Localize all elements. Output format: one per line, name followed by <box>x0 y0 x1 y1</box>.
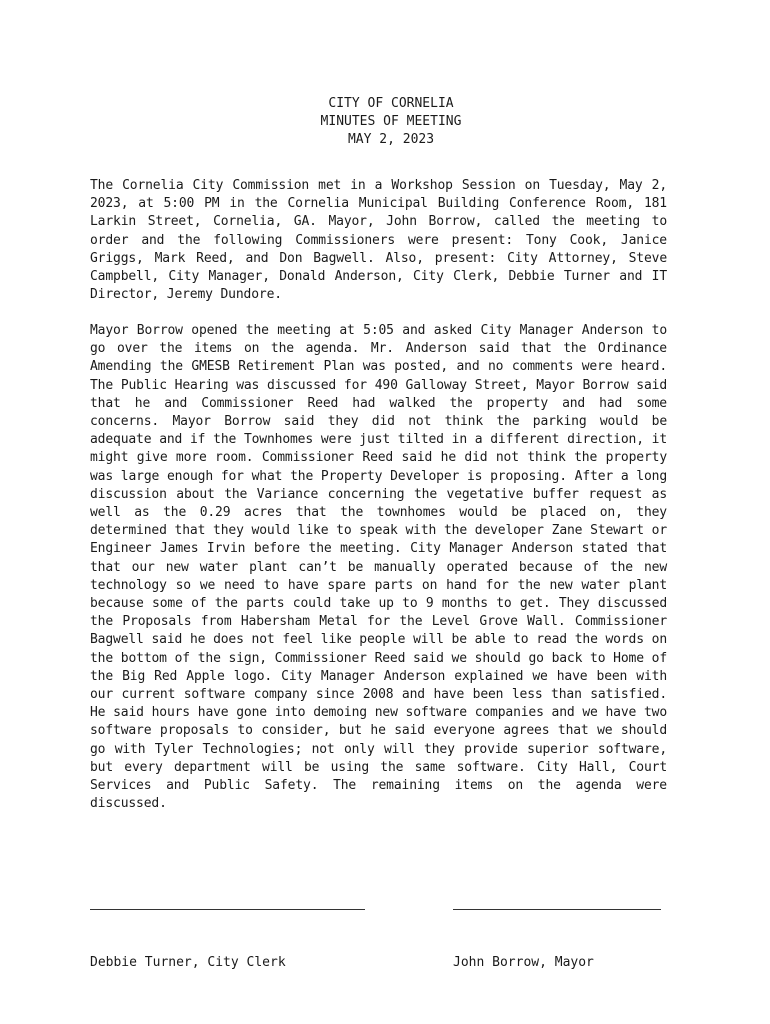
clerk-signature-label: Debbie Turner, City Clerk <box>90 955 286 970</box>
discussion-paragraph: Mayor Borrow opened the meeting at 5:05 and asked City Manager Anderson to go over the items on the agenda. Mr. Anderson said that the Ordinance Amending the GMESB Retirement Plan was posted, and no comments were heard. The Public Hearing was discussed for 490 Galloway Street, Mayor Borrow said that he and Commissioner Reed had walked the property and had some concerns. Mayor Borrow said they did not think the parking would be adequate and if the Townhomes were just tilted in a different direction, it might give more room. Commissioner Reed said he did not think the property was large enough for what the Property Developer is proposing. After a long discussion about the Variance concerning the vegetative buffer request as well as the 0.29 acres that the townhomes would be placed on, they determined that they would like to speak with the developer Zane Stewart or Engineer James Irvin before the meeting. City Manager Anderson stated that that our new water plant can’t be manually operated because of the new technology so we need to have spare parts on hand for the new water plant because some of the parts could take up to 9 months to get. They discussed the Proposals from Habersham Metal for the Level Grove Wall. Commissioner Bagwell said he does not feel like people will be able to read the words on the bottom of the sign, Commissioner Reed said we should go back to Home of the Big Red Apple logo. City Manager Anderson explained we have been with our current software company since 2008 and have been less than satisfied. He said hours have gone into demoing new software companies and we have two software proposals to consider, but he said everyone agrees that we should go with Tyler Technologies; not only will they provide superior software, but every department will be using the same software. City Hall, Court Services and Public Safety. The remaining items on the agenda were discussed. <box>90 323 667 812</box>
city-name: CITY OF CORNELIA <box>328 96 454 111</box>
mayor-signature-label: John Borrow, Mayor <box>453 955 594 970</box>
meeting-date: MAY 2, 2023 <box>347 132 435 147</box>
signature-line <box>90 909 365 910</box>
document-title: MINUTES OF MEETING <box>320 114 462 129</box>
document-header <box>0 95 770 149</box>
signature-line <box>453 909 661 910</box>
attendance-paragraph: The Cornelia City Commission met in a Workshop Session on Tuesday, May 2, 2023, at 5:00 PM in the Cornelia Municipal Building Conference Room, 181 Larkin Street, Cornelia, GA. Mayor, John Borrow, called the meeting to order and the following Commissioners were present: Tony Cook, Janice Griggs, Mark Reed, and Don Bagwell. Also, present: City Attorney, Steve Campbell, City Manager, Donald Anderson, City Clerk, Debbie Turner and IT Director, Jeremy Dundore. <box>90 178 667 303</box>
mayor-signature-block <box>453 873 661 1008</box>
clerk-signature-block <box>90 873 365 1008</box>
